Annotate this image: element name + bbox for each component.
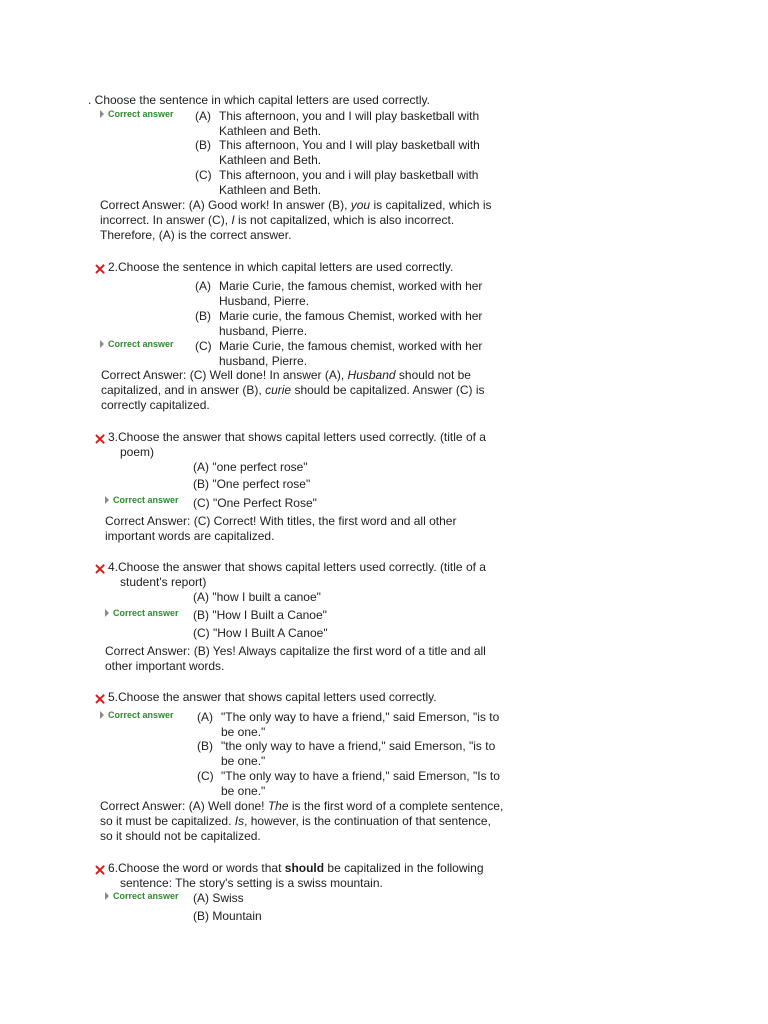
question-6-text-line1: 6.Choose the word or words that should be capitalized in the following <box>108 861 484 875</box>
correct-answer-label: Correct answer <box>108 710 174 720</box>
correct-answer-indicator-q6 <box>105 891 179 902</box>
q1-explanation-line2: incorrect. In answer (C), I is not capitalized, which is also incorrect. <box>100 213 455 227</box>
option-letter: (C) <box>197 769 214 783</box>
incorrect-x-icon <box>94 864 106 876</box>
q3-option-a: (A) "one perfect rose" <box>193 460 308 474</box>
option-text-line1: This afternoon, You and I will play basketball with <box>219 138 480 152</box>
question-3-text-line2: poem) <box>120 445 155 459</box>
option-text-line1: "the only way to have a friend," said Emerson, "is to <box>221 739 496 753</box>
triangle-right-icon <box>105 892 109 900</box>
q4-explanation-line1: Correct Answer: (B) Yes! Always capitalize the first word of a title and all <box>105 644 486 658</box>
q5-explanation-line1: Correct Answer: (A) Well done! The is the first word of a complete sentence, <box>100 799 504 813</box>
correct-answer-indicator-q3 <box>105 495 179 506</box>
option-text-line2: Kathleen and Beth. <box>219 124 322 138</box>
option-letter: (A) <box>195 279 211 293</box>
option-text-line1: Marie curie, the famous Chemist, worked with her <box>219 309 483 323</box>
q2-explanation-line2: capitalized, and in answer (B), curie should be capitalized. Answer (C) is <box>101 383 485 397</box>
correct-answer-label: Correct answer <box>108 109 174 119</box>
question-5-text: 5.Choose the answer that shows capital letters used correctly. <box>108 690 437 704</box>
option-letter: (B) <box>195 138 211 152</box>
option-text-line2: be one." <box>221 725 266 739</box>
option-text-line2: Kathleen and Beth. <box>219 183 322 197</box>
option-letter: (C) <box>195 339 212 353</box>
option-text-line2: husband, Pierre. <box>219 324 308 338</box>
option-text-line2: be one." <box>221 784 266 798</box>
q5-explanation-line2: so it must be capitalized. Is, however, is the continuation of that sentence, <box>100 814 491 828</box>
triangle-right-icon <box>100 340 104 348</box>
correct-answer-indicator-q2 <box>100 339 174 350</box>
question-4-text-line1: 4.Choose the answer that shows capital letters used correctly. (title of a <box>108 560 486 574</box>
option-text-line1: Marie Curie, the famous chemist, worked with her <box>219 279 483 293</box>
incorrect-x-icon <box>94 693 106 705</box>
option-text-line1: "The only way to have a friend," said Emerson, "is to <box>221 710 500 724</box>
option-text-line2: Husband, Pierre. <box>219 294 310 308</box>
q2-explanation-line1: Correct Answer: (C) Well done! In answer (A), Husband should not be <box>101 368 471 382</box>
q4-option-a: (A) "how I built a canoe" <box>193 590 321 604</box>
question-3-text-line1: 3.Choose the answer that shows capital letters used correctly. (title of a <box>108 430 486 444</box>
q4-explanation-line2: other important words. <box>105 659 225 673</box>
triangle-right-icon <box>105 609 109 617</box>
option-letter: (A) <box>197 710 213 724</box>
incorrect-x-icon <box>94 263 106 275</box>
question-4-text-line2: student's report) <box>120 575 207 589</box>
question-2-text: 2.Choose the sentence in which capital letters are used correctly. <box>108 260 454 274</box>
q3-option-b: (B) "One perfect rose" <box>193 477 311 491</box>
option-letter: (B) <box>195 309 211 323</box>
q4-option-b: (B) "How I Built a Canoe" <box>193 608 327 622</box>
q4-option-c: (C) "How I Built A Canoe" <box>193 626 328 640</box>
q1-explanation-line3: Therefore, (A) is the correct answer. <box>100 228 292 242</box>
correct-answer-indicator-q1 <box>100 109 174 120</box>
incorrect-x-icon <box>94 563 106 575</box>
correct-answer-label: Correct answer <box>113 891 179 901</box>
q1-explanation-line1: Correct Answer: (A) Good work! In answer (B), you is capitalized, which is <box>100 198 492 212</box>
question-1-text: . Choose the sentence in which capital letters are used correctly. <box>88 93 430 107</box>
option-letter: (A) <box>195 109 211 123</box>
q6-option-b: (B) Mountain <box>193 909 262 923</box>
option-letter: (B) <box>197 739 213 753</box>
correct-answer-label: Correct answer <box>113 495 179 505</box>
option-letter: (C) <box>195 168 212 182</box>
correct-answer-label: Correct answer <box>113 608 179 618</box>
question-6-text-line2: sentence: The story's setting is a swiss mountain. <box>120 876 383 890</box>
triangle-right-icon <box>100 711 104 719</box>
option-text-line2: Kathleen and Beth. <box>219 153 322 167</box>
option-text-line1: This afternoon, you and i will play basketball with <box>219 168 479 182</box>
incorrect-x-icon <box>94 433 106 445</box>
correct-answer-label: Correct answer <box>108 339 174 349</box>
q5-explanation-line3: so it should not be capitalized. <box>100 829 261 843</box>
option-text-line2: husband, Pierre. <box>219 354 308 368</box>
q2-explanation-line3: correctly capitalized. <box>101 398 210 412</box>
q3-explanation-line1: Correct Answer: (C) Correct! With titles, the first word and all other <box>105 514 457 528</box>
q6-option-a: (A) Swiss <box>193 891 244 905</box>
correct-answer-indicator-q4 <box>105 608 179 619</box>
q3-explanation-line2: important words are capitalized. <box>105 529 275 543</box>
option-text-line2: be one." <box>221 754 266 768</box>
triangle-right-icon <box>100 110 104 118</box>
correct-answer-indicator-q5 <box>100 710 174 721</box>
option-text-line1: This afternoon, you and I will play basketball with <box>219 109 480 123</box>
option-text-line1: Marie Curie, the famous chemist, worked with her <box>219 339 483 353</box>
q3-option-c: (C) "One Perfect Rose" <box>193 496 317 510</box>
triangle-right-icon <box>105 496 109 504</box>
option-text-line1: "The only way to have a friend," said Emerson, "Is to <box>221 769 500 783</box>
